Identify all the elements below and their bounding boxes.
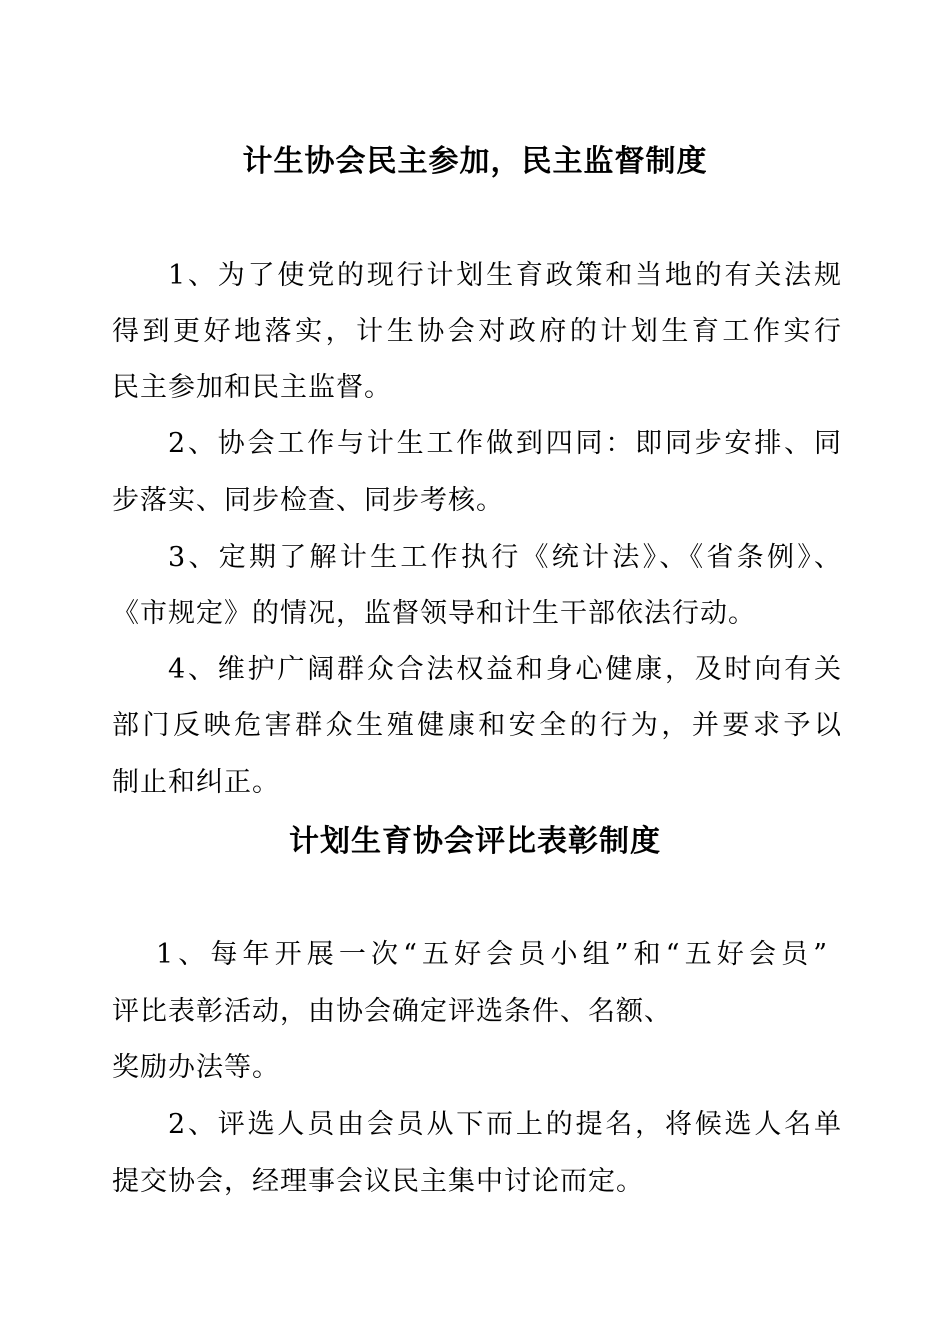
section2-line-2: 评比表彰活动，由协会确定评选条件、名额、 <box>112 996 672 1027</box>
section1-line-2: 得到更好地落实，计生协会对政府的计划生育工作实行 <box>112 316 842 347</box>
section1-line-8: 4、维护广阔群众合法权益和身心健康，及时向有关 <box>168 654 842 685</box>
section1-line-9: 部门反映危害群众生殖健康和安全的行为，并要求予以 <box>112 710 842 741</box>
section2-title: 计划生育协会评比表彰制度 <box>289 824 661 859</box>
section2-line-1: 1、每年开展一次“五好会员小组”和“五好会员” <box>156 939 828 970</box>
section2-line-4: 2、评选人员由会员从下而上的提名，将候选人名单 <box>168 1109 842 1140</box>
section1-line-5: 步落实、同步检查、同步考核。 <box>112 485 504 516</box>
section2-line-3: 奖励办法等。 <box>112 1052 280 1083</box>
section2-line-5: 提交协会，经理事会议民主集中讨论而定。 <box>112 1166 644 1197</box>
section1-line-6: 3、定期了解计生工作执行《统计法》、《省条例》、 <box>168 542 842 573</box>
section1-line-4: 2、协会工作与计生工作做到四同：即同步安排、同 <box>168 428 842 459</box>
section1-line-7: 《市规定》的情况，监督领导和计生干部依法行动。 <box>112 598 756 629</box>
section1-title: 计生协会民主参加，民主监督制度 <box>242 144 708 179</box>
section1-line-3: 民主参加和民主监督。 <box>112 372 392 403</box>
section1-line-10: 制止和纠正。 <box>112 767 280 798</box>
section1-line-1: 1、为了使党的现行计划生育政策和当地的有关法规 <box>168 260 842 291</box>
